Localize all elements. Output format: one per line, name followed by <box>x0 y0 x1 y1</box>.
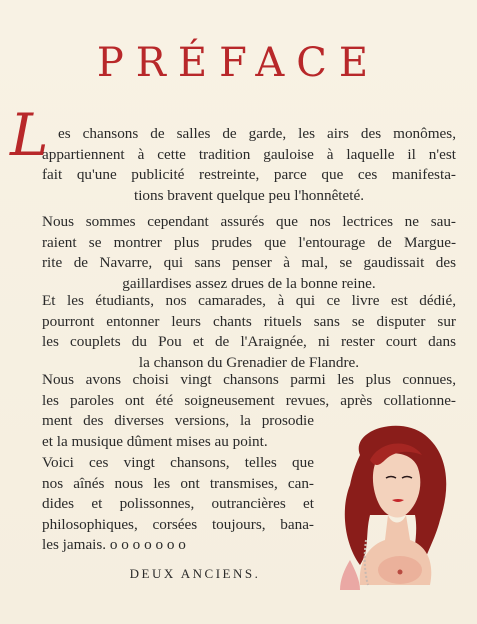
paragraph-2-line-1: Nous sommes cependant assurés que nos lectrices ne sau- <box>42 213 456 230</box>
signature: DEUX ANCIENS. <box>129 566 261 581</box>
paragraph-3 <box>42 291 456 373</box>
paragraph-5-line-4: philosophiques, corsées toujours, bana- <box>42 515 314 533</box>
paragraph-3-line-3: les couplets du Pou et de l'Araignée, ni rester court dans <box>42 333 456 351</box>
paragraph-1-line-4: tions bravent quelque peu l'honnêteté. <box>133 186 365 204</box>
paragraph-5-line-1: Voici ces vingt chansons, telles que <box>42 454 314 471</box>
paragraph-4-line-1: Nous avons choisi vingt chansons parmi les plus connues, <box>42 371 456 388</box>
paragraph-5-line-2: nos aînés nous les ont transmises, can- <box>42 474 314 492</box>
paragraph-1-line-3: fait qu'une publicité restreinte, parce que ces manifesta- <box>42 166 456 184</box>
paragraph-5-line-3: dides et polissonnes, outrancières et <box>42 495 314 513</box>
paragraph-4-short <box>42 411 314 452</box>
paragraph-2-line-3: rite de Navarre, qui sans penser à mal, se gaudissait des <box>42 254 456 272</box>
paragraph-4-line-4: et la musique dûment mises au point. <box>42 432 268 450</box>
paragraph-3-line-4: la chanson du Grenadier de Flandre. <box>138 353 360 371</box>
paragraph-4 <box>42 370 456 411</box>
paragraph-5 <box>42 453 314 556</box>
paragraph-5-line-5: les jamais. o o o o o o o <box>42 536 186 554</box>
paragraph-1-body <box>42 145 456 207</box>
paragraph-1 <box>58 124 456 145</box>
paragraph-2 <box>42 212 456 294</box>
drop-cap: L <box>10 101 49 169</box>
paragraph-2-line-2: raient se montrer plus prudes que l'entourage de Margue- <box>42 233 456 251</box>
paragraph-3-line-1: Et les étudiants, nos camarades, à qui ce livre est dédié, <box>42 292 456 309</box>
page-title: PRÉFACE <box>96 40 381 86</box>
paragraph-2-line-4: gaillardises assez drues de la bonne reine. <box>122 274 376 292</box>
paragraph-3-line-2: pourront entonner leurs chants rituels sans se disputer sur <box>42 312 456 330</box>
paragraph-4-line-3: ment des diverses versions, la prosodie <box>42 412 314 430</box>
paragraph-4-line-2: les paroles ont été soigneusement revues, après collationne- <box>42 391 456 409</box>
paragraph-1-line-1: es chansons de salles de garde, les airs des monômes, <box>58 125 456 142</box>
paragraph-1-line-2: appartiennent à cette tradition gauloise à laquelle il n'est <box>42 145 456 163</box>
woman-illustration <box>330 420 470 590</box>
